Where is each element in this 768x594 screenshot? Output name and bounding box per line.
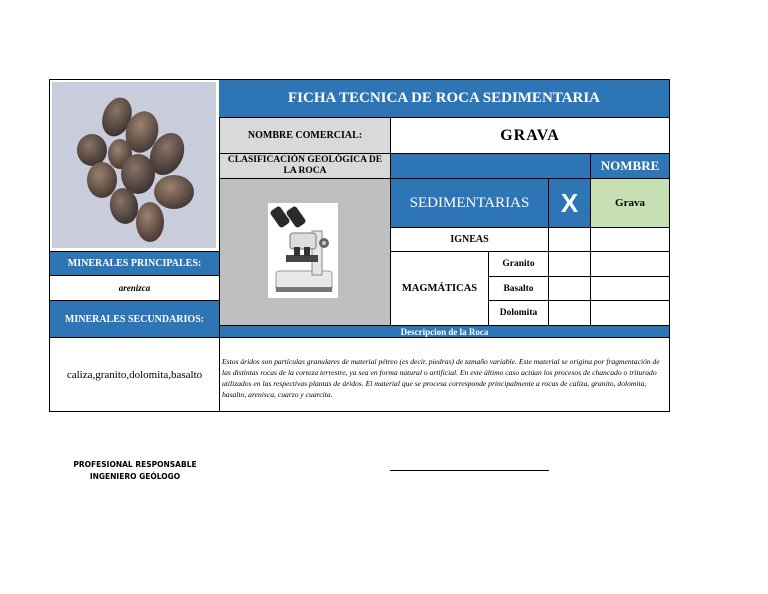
commercial-name-label: NOMBRE COMERCIAL: <box>219 117 390 153</box>
main-minerals-value: arenizca <box>50 275 219 300</box>
magmaticas-label: MAGMÁTICAS <box>390 251 488 325</box>
description-text: Estos áridos son partículas granulares de material pétreo (es decir, piedras) de tamaño variable. Este material se origina por fragmentación de las distintas rocas de la corteza terrestre, ya sea en forma natural o artificial. En este último caso actúan los procesos de chancado o triturado utilizados en las respectivas plantas de áridos. El material que se procesa corresponde principalmente a rocas de caliza, granito, dolomita, basalto, arenisca, cuarzo y cuarcita. <box>219 337 669 411</box>
sedimentarias-label: SEDIMENTARIAS <box>390 178 548 227</box>
classification-label: CLASIFICACIÓN GEOLÓGICA DE LA ROCA <box>219 153 390 178</box>
magmatic-type-granito: Granito <box>488 251 548 276</box>
main-minerals-label: MINERALES PRINCIPALES: <box>50 251 219 275</box>
basalto-name-cell <box>590 276 669 300</box>
classification-header-bar <box>390 153 590 178</box>
basalto-mark-cell <box>548 276 590 300</box>
dolomita-name-cell <box>590 300 669 325</box>
commercial-name-value: GRAVA <box>390 117 669 153</box>
igneas-name-cell <box>590 227 669 251</box>
gravel-photo <box>52 82 216 248</box>
igneas-mark-cell <box>548 227 590 251</box>
secondary-minerals-label: MINERALES SECUNDARIOS: <box>50 300 219 337</box>
responsible-line-2: INGENIERO GEÓLOGO <box>89 472 181 481</box>
sheet-title: FICHA TECNICA DE ROCA SEDIMENTARIA <box>219 80 669 117</box>
granito-name-cell <box>590 251 669 276</box>
signature-line <box>390 470 549 471</box>
granito-mark-cell <box>548 251 590 276</box>
description-label: Descripcion de la Roca <box>219 325 669 337</box>
sedimentarias-mark: X <box>548 178 590 227</box>
sedimentarias-name: Grava <box>590 178 669 227</box>
magmatic-type-basalto: Basalto <box>488 276 548 300</box>
responsible-title <box>60 459 210 483</box>
dolomita-mark-cell <box>548 300 590 325</box>
igneas-label: IGNEAS <box>390 227 548 251</box>
secondary-minerals-value: caliza,granito,dolomita,basalto <box>50 337 219 411</box>
responsible-line-1: PROFESIONAL RESPONSABLE <box>73 460 197 469</box>
magmatic-type-dolomita: Dolomita <box>488 300 548 325</box>
microscope-image <box>268 203 338 298</box>
nombre-header: NOMBRE <box>590 153 669 178</box>
